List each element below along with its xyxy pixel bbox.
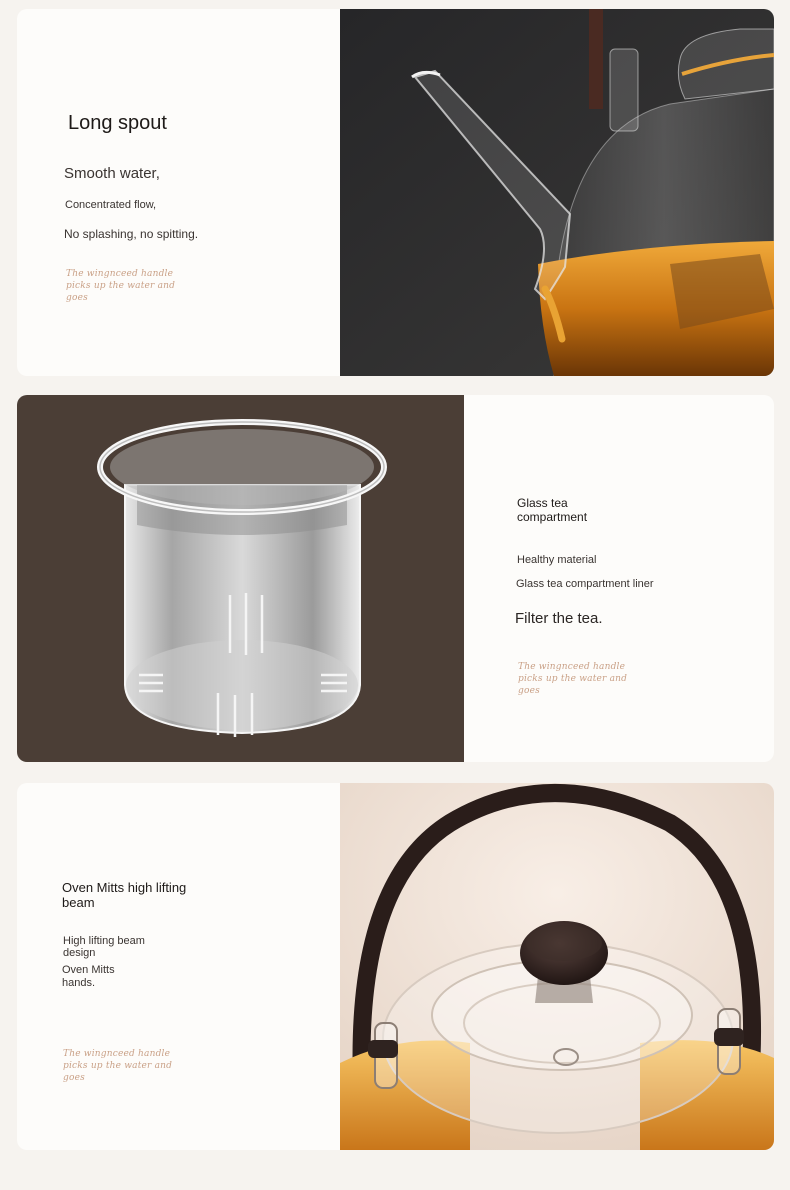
- teapot-lid-handle-photo: [340, 783, 774, 1150]
- feature-line: Oven Mitts hands.: [62, 964, 115, 989]
- feature-line: No splashing, no spitting.: [64, 227, 199, 241]
- feature-card-long-spout: [17, 9, 774, 376]
- feature-line: Healthy material: [517, 554, 597, 566]
- feature-line: Glass tea compartment liner: [516, 578, 654, 590]
- script-caption: The wingnceed handle picks up the water and goes: [66, 269, 176, 303]
- glass-teapot-spout-photo: [340, 9, 774, 376]
- section-title: Glass tea compartment: [517, 496, 588, 524]
- feature-line: High lifting beam design: [63, 935, 145, 959]
- feature-card-lifting-beam: [17, 783, 774, 1150]
- feature-line: Filter the tea.: [515, 610, 603, 627]
- section-title: Oven Mitts high lifting beam: [62, 880, 187, 910]
- feature-line: Concentrated flow,: [65, 199, 157, 211]
- glass-tea-infuser-photo: [17, 395, 464, 762]
- script-caption: The wingnceed handle picks up the water and goes: [63, 1049, 173, 1083]
- section-title: Long spout: [68, 112, 167, 134]
- feature-line: Smooth water,: [64, 165, 160, 182]
- feature-card-tea-compartment: [17, 395, 774, 762]
- script-caption: The wingnceed handle picks up the water and goes: [518, 662, 628, 696]
